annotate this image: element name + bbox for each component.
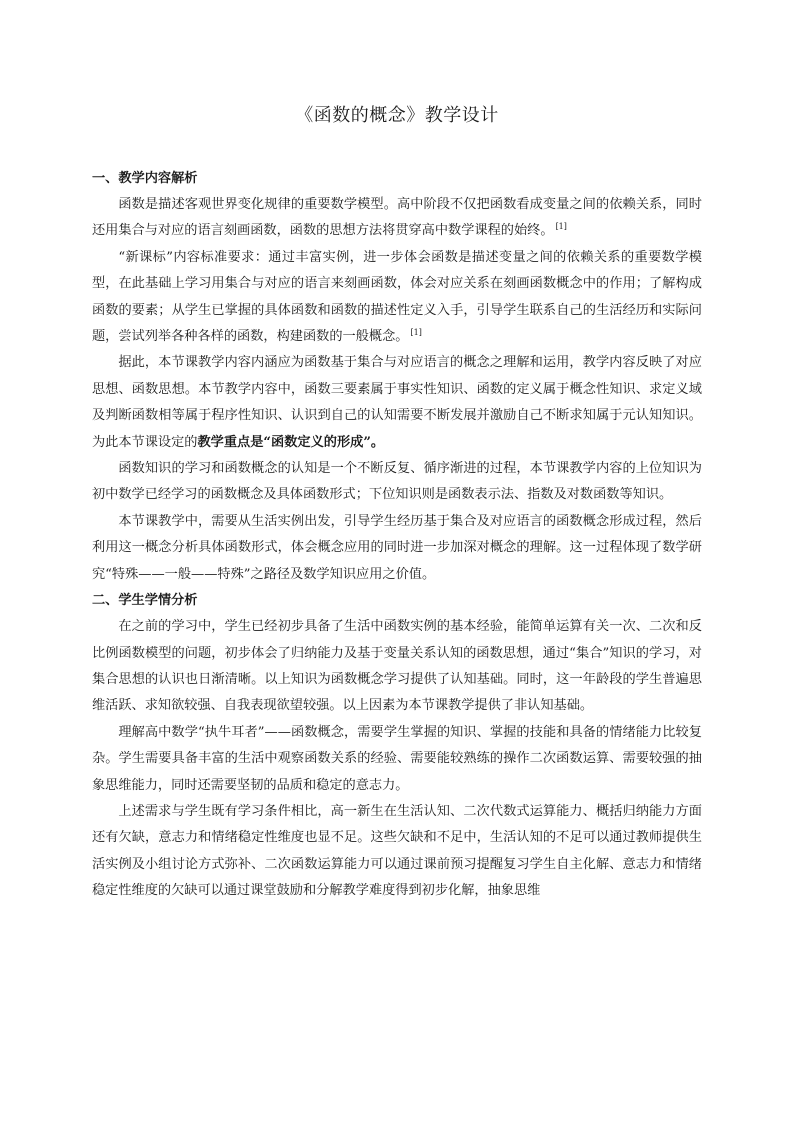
section-heading: 一、教学内容解析 [92, 171, 198, 186]
section-content-analysis [92, 166, 702, 588]
citation-ref: [1] [410, 327, 422, 337]
paragraph: 函数是描述客观世界变化规律的重要数学模型。高中阶段不仅把函数看成变量之间的依赖关系，同时还用集合与对应的语言刻画函数，函数的思想方法将贯穿高中数学课程的始终。 [1] [92, 197, 702, 239]
document-page [92, 100, 702, 905]
paragraph: 据此，本节课教学内容内涵应为函数基于集合与对应语言的概念之理解和运用，教学内容反映了对应思想、函数思想。本节教学内容中，函数三要素属于事实性知识、函数的定义属于概念性知识、求定义域及判断函数相等属于程序性知识、认识到自己的认知需要不断发展并激励自己不断求知属于元认知知识。为此本节课设定的教学重点是“函数定义的形成”。 [92, 355, 702, 450]
section-heading: 二、学生学情分析 [92, 593, 198, 609]
citation-ref: [1] [555, 222, 567, 232]
paragraph: 函数知识的学习和函数概念的认知是一个不断反复、循序渐进的过程，本节课教学内容的上位知识为初中数学已经学习的函数概念及具体函数形式；下位知识则是函数表示法、指数及对数函数等知识。 [92, 461, 702, 503]
paragraph: 理解高中数学“执牛耳者”——函数概念，需要学生掌握的知识、掌握的技能和具备的情绪能力比较复杂。学生需要具备丰富的生活中观察函数关系的经验、需要能较熟练的操作二次函数运算、需要较强的抽象思维能力，同时还需要坚韧的品质和稳定的意志力。 [92, 724, 702, 793]
document-title: 《函数的概念》教学设计 [295, 105, 499, 126]
paragraph: 本节课教学中，需要从生活实例出发，引导学生经历基于集合及对应语言的函数概念形成过程，然后利用这一概念分析具体函数形式，体会概念应用的同时进一步加深对概念的理解。这一过程体现了数学研究“特殊——一般——特殊”之路径及数学知识应用之价值。 [92, 513, 702, 582]
key-point-emphasis: 教学重点是“函数定义的形成”。 [197, 434, 385, 450]
paragraph: 在之前的学习中，学生已经初步具备了生活中函数实例的基本经验，能简单运算有关一次、二次和反比例函数模型的问题，初步体会了归纳能力及基于变量关系认知的函数思想，通过“集合”知识的学习，对集合思想的认识也日渐清晰。以上知识为函数概念学习提供了认知基础。同时，这一年龄段的学生普遍思维活跃、求知欲较强、自我表现欲望较强。以上因素为本节课教学提供了非认知基础。 [92, 619, 702, 714]
paragraph: 上述需求与学生既有学习条件相比，高一新生在生活认知、二次代数式运算能力、概括归纳能力方面还有欠缺，意志力和情绪稳定性维度也显不足。这些欠缺和不足中，生活认知的不足可以通过教师提供生活实例及小组讨论方式弥补、二次函数运算能力可以通过课前预习提醒复习学生自主化解、意志力和情绪稳定性维度的欠缺可以通过课堂鼓励和分解教学难度得到初步化解，抽象思维 [92, 803, 702, 899]
section-student-analysis [92, 588, 702, 904]
paragraph: “新课标”内容标准要求：通过丰富实例，进一步体会函数是描述变量之间的依赖关系的重要数学模型，在此基础上学习用集合与对应的语言来刻画函数，体会对应关系在刻画函数概念中的作用；了解构成函数的要素；从学生已掌握的具体函数和函数的描述性定义入手，引导学生联系自己的生活经历和实际问题，尝试列举各种各样的函数，构建函数的一般概念。 [1] [92, 249, 702, 345]
